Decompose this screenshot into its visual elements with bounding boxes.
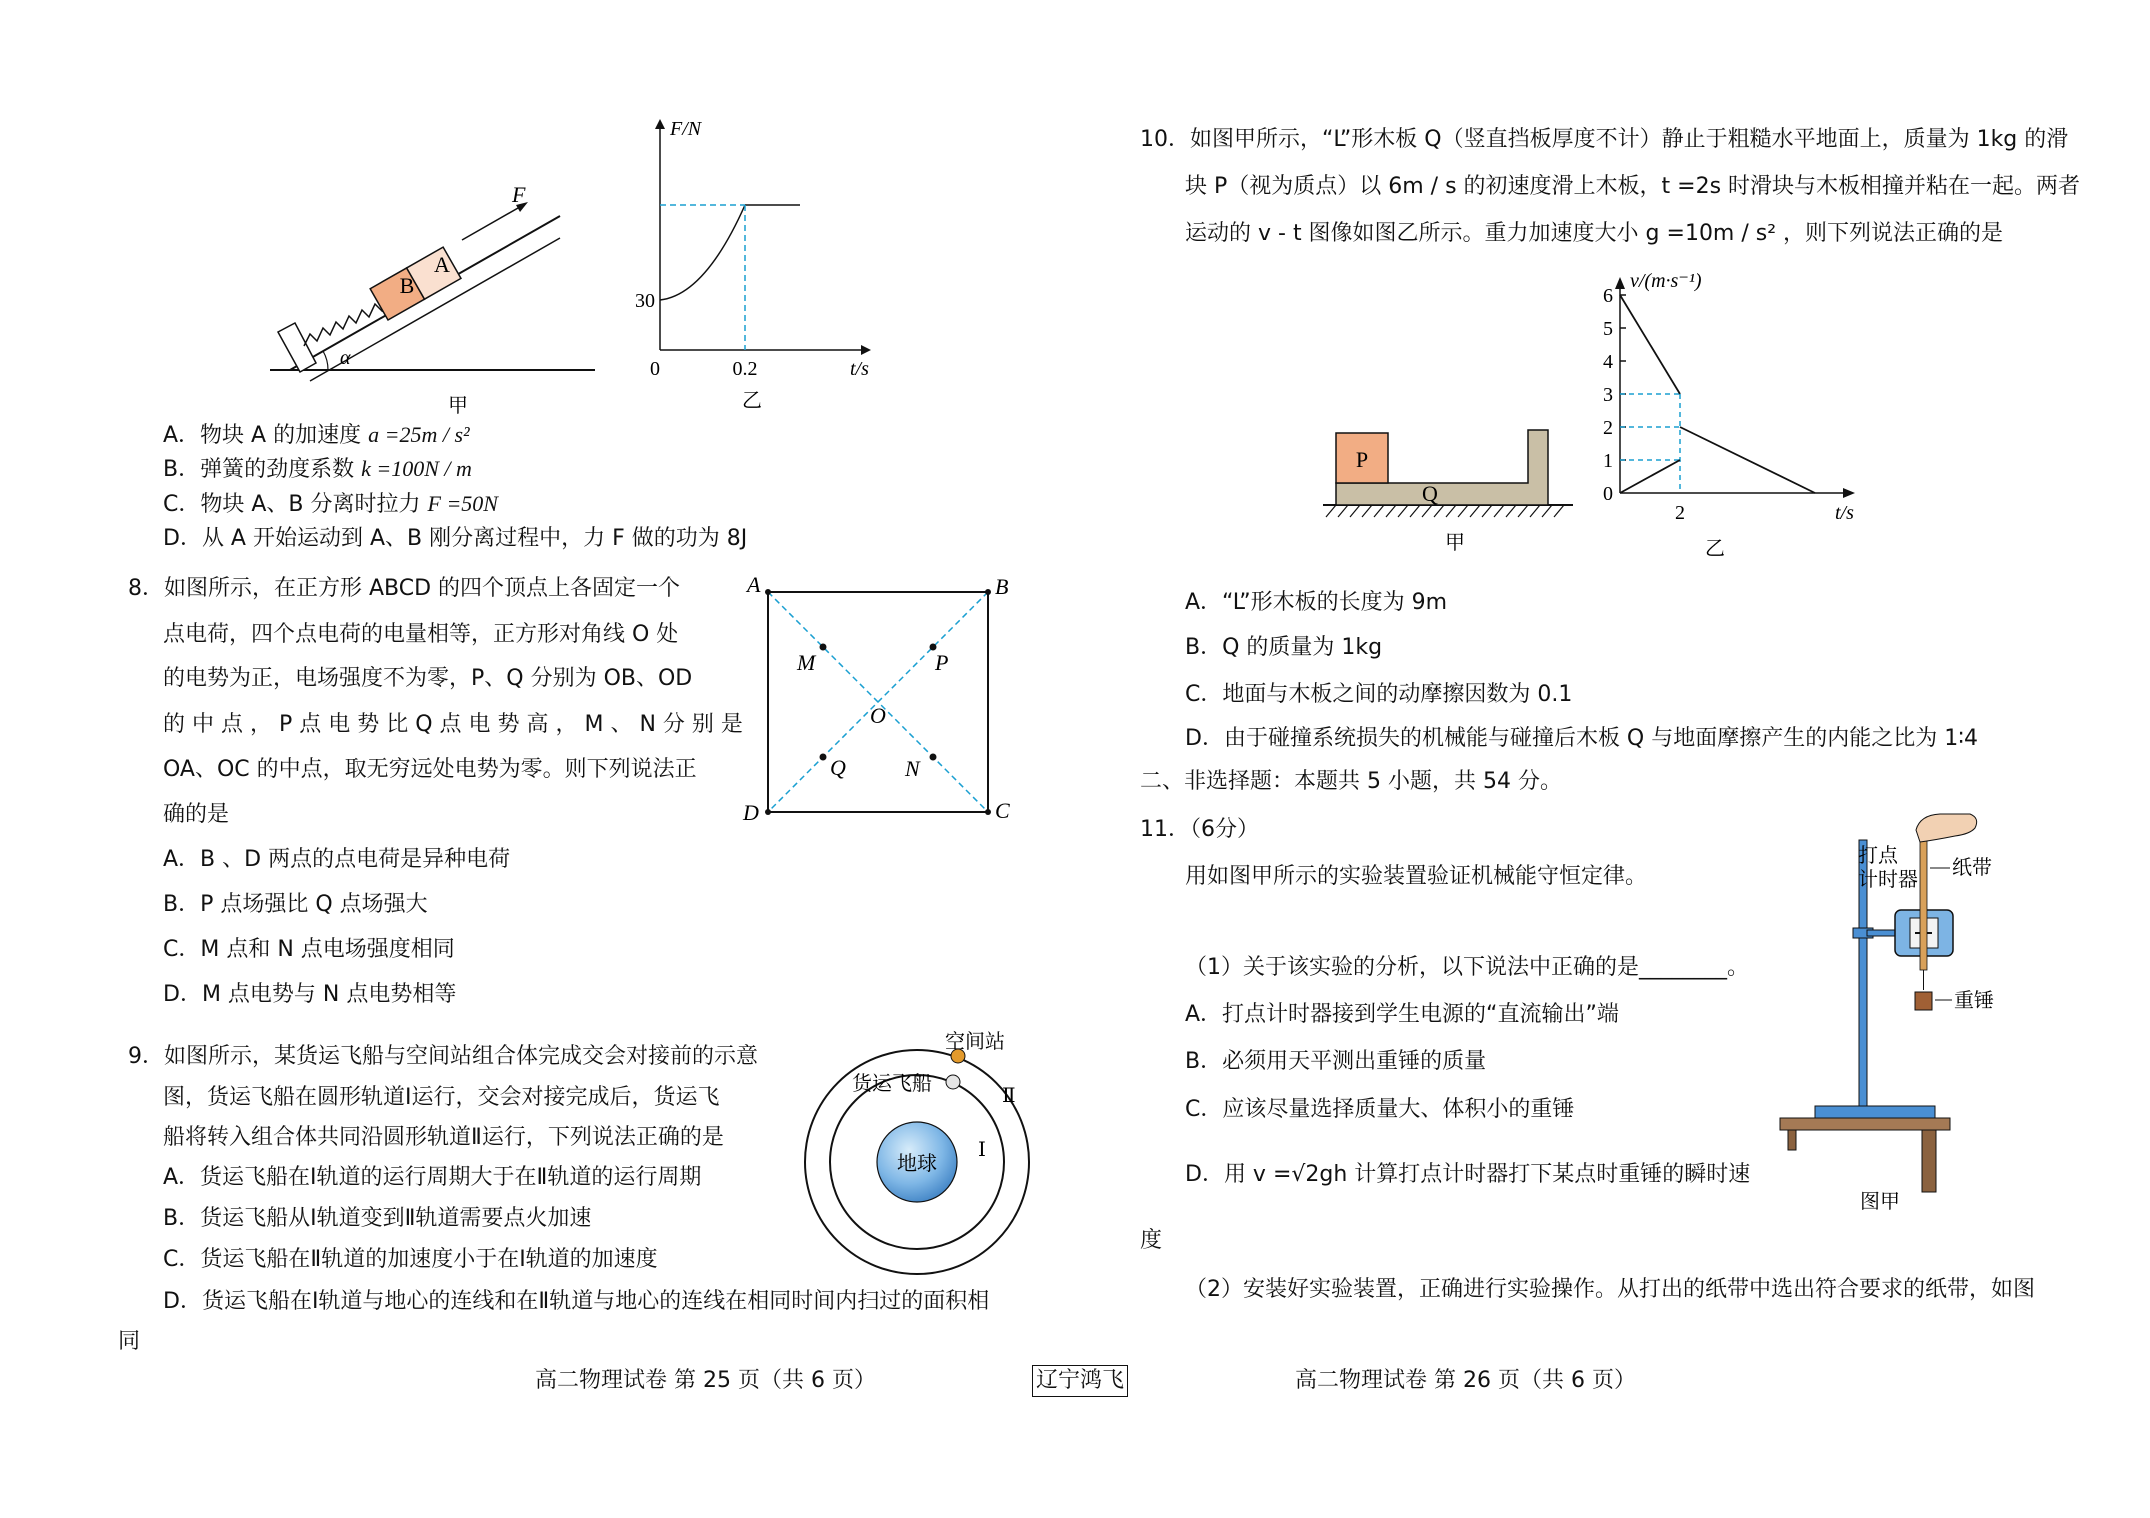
q10-option-a: A．“L”形木板的长度为 9m	[1185, 590, 1448, 615]
timer-label-2: 计时器	[1858, 867, 1918, 891]
q9-line-2: 图，货运飞船在圆形轨道Ⅰ运行，交会对接完成后，货运飞	[163, 1085, 720, 1110]
force-label: F	[512, 182, 526, 207]
q11-option-c: C．应该尽量选择质量大、体积小的重锤	[1185, 1097, 1575, 1122]
q11-option-a: A．打点计时器接到学生电源的“直流输出”端	[1185, 1002, 1619, 1027]
q7-option-c: C．物块 A、B 分离时拉力 F =50N	[163, 491, 498, 517]
y-axis-label: F/N	[670, 118, 702, 140]
q9-option-c: C．货运飞船在Ⅱ轨道的加速度小于在Ⅰ轨道的加速度	[163, 1247, 658, 1272]
caption-yi: 乙	[742, 388, 762, 412]
q7-option-a: A．物块 A 的加速度 a =25m / s²	[163, 422, 470, 448]
caption-yi-10: 乙	[1705, 536, 1725, 560]
q11-intro: 用如图甲所示的实验装置验证机械能守恒定律。	[1185, 864, 1648, 889]
q8-option-c: C．M 点和 N 点电场强度相同	[163, 937, 455, 962]
hand-icon	[1916, 814, 1977, 842]
q10-figure-yi	[1605, 265, 1885, 565]
q9-orbit-figure	[780, 1030, 1050, 1275]
q8-line-6: 确的是	[163, 802, 230, 827]
q11-option-b: B．必须用天平测出重锤的质量	[1185, 1049, 1487, 1074]
orbit-ii-label: Ⅱ	[1002, 1085, 1016, 1107]
q9-option-b: B．货运飞船从Ⅰ轨道变到Ⅱ轨道需要点火加速	[163, 1206, 592, 1231]
q10-option-c: C．地面与木板之间的动摩擦因数为 0.1	[1185, 682, 1573, 707]
q9-option-a: A．货运飞船在Ⅰ轨道的运行周期大于在Ⅱ轨道的运行周期	[163, 1165, 702, 1190]
y-tick-30: 30	[635, 290, 655, 312]
q8-line-2: 点电荷，四个点电荷的电量相等，正方形对角线 O 处	[163, 622, 679, 647]
q10-figure-jia	[1318, 425, 1578, 560]
point-p: P	[935, 650, 949, 675]
center-o: O	[870, 703, 886, 728]
q7-option-b: B．弹簧的劲度系数 k =100N / m	[163, 456, 472, 482]
block-p-label: P	[1355, 447, 1369, 472]
timer-label-1: 打点	[1858, 843, 1898, 867]
y-tick-5: 5	[1603, 318, 1613, 340]
y-tick-0: 0	[1603, 483, 1613, 505]
v-axis-label: v/(m·s⁻¹)	[1630, 270, 1702, 292]
q11-head: 11．（6分）	[1140, 817, 1259, 842]
point-q: Q	[830, 755, 846, 780]
q11-option-d: D．用 v =√2gh 计算打点计时器打下某点时重锤的瞬时速	[1185, 1162, 1751, 1187]
point-n: N	[905, 756, 920, 781]
vertex-d: D	[743, 800, 759, 825]
weight-icon	[1915, 992, 1932, 1010]
x-tick-0-2: 0.2	[732, 358, 758, 380]
earth-label: 地球	[897, 1151, 937, 1175]
cargo-ship-label: 货运飞船	[852, 1071, 932, 1095]
y-tick-4: 4	[1603, 351, 1613, 373]
section-2-heading: 二、非选择题：本题共 5 小题，共 54 分。	[1140, 769, 1562, 794]
x-tick-2: 2	[1675, 502, 1685, 524]
q8-option-d: D．M 点电势与 N 点电势相等	[163, 982, 457, 1007]
footer-left: 高二物理试卷 第 25 页（共 6 页）	[535, 1368, 876, 1393]
tape-label: 纸带	[1952, 855, 1992, 879]
q8-option-b: B．P 点场强比 Q 点场强大	[163, 892, 428, 917]
orbit-i-label: Ⅰ	[978, 1139, 986, 1161]
q10-option-b: B．Q 的质量为 1kg	[1185, 635, 1383, 660]
q11-apparatus-figure	[1770, 800, 2040, 1220]
q9-line-1: 9．如图所示，某货运飞船与空间站组合体完成交会对接前的示意	[128, 1044, 758, 1069]
q11-sub1: （1）关于该实验的分析，以下说法中正确的是________。	[1185, 955, 1749, 980]
vertex-a: A	[747, 572, 761, 597]
vertex-c: C	[995, 798, 1010, 823]
q9-line-3: 船将转入组合体共同沿圆形轨道Ⅱ运行，下列说法正确的是	[163, 1125, 724, 1150]
point-m: M	[797, 650, 816, 675]
board-q-label: Q	[1422, 481, 1438, 506]
angle-label: α	[340, 347, 351, 369]
q8-square-figure	[735, 570, 1020, 835]
q7-option-d: D．从 A 开始运动到 A、B 刚分离过程中，力 F 做的功为 8J	[163, 526, 748, 551]
q11-sub2: （2）安装好实验装置，正确进行实验操作。从打出的纸带中选出符合要求的纸带，如图	[1185, 1277, 2035, 1302]
q10-line-3: 运动的 v - t 图像如图乙所示。重力加速度大小 g =10m / s² ，则下列说法正确的是	[1185, 221, 2004, 246]
weight-label: 重锤	[1954, 988, 1994, 1012]
block-a-label: A	[434, 252, 450, 277]
vertex-b: B	[995, 574, 1009, 599]
q7-figure-jia	[270, 180, 610, 420]
t-axis-label: t/s	[1835, 502, 1854, 524]
y-tick-3: 3	[1603, 384, 1613, 406]
q10-line-1: 10．如图甲所示，“L”形木板 Q（竖直挡板厚度不计）静止于粗糙水平地面上，质量为 1kg 的滑	[1140, 127, 2069, 152]
y-tick-6: 6	[1603, 285, 1613, 307]
x-axis-label: t/s	[850, 358, 869, 380]
origin-label: 0	[650, 358, 660, 380]
caption-figure-jia: 图甲	[1860, 1189, 1900, 1213]
y-tick-1: 1	[1603, 450, 1613, 472]
caption-jia: 甲	[448, 393, 468, 417]
q8-option-a: A．B 、D 两点的点电荷是异种电荷	[163, 847, 511, 872]
q9-option-d-wrap: 同	[118, 1329, 141, 1354]
caption-jia-10: 甲	[1445, 530, 1465, 554]
q8-line-3: 的电势为正，电场强度不为零，P、Q 分别为 OB、OD	[163, 666, 693, 691]
q10-option-d: D．由于碰撞系统损失的机械能与碰撞后木板 Q 与地面摩擦产生的内能之比为 1∶4	[1185, 726, 1978, 751]
q8-line-1: 8．如图所示，在正方形 ABCD 的四个顶点上各固定一个	[128, 576, 681, 601]
q8-line-5: OA、OC 的中点，取无穷远处电势为零。则下列说法正	[163, 757, 697, 782]
q8-line-4: 的 中 点 ， P 点 电 势 比 Q 点 电 势 高 ， M 、 N 分 别 是	[163, 712, 743, 737]
block-b-label: B	[399, 273, 415, 298]
q11-option-d-wrap: 度	[1140, 1228, 1163, 1253]
cargo-ship-icon	[946, 1075, 960, 1089]
q7-figure-yi	[625, 115, 885, 415]
y-tick-2: 2	[1603, 417, 1613, 439]
q9-option-d: D．货运飞船在Ⅰ轨道与地心的连线和在Ⅱ轨道与地心的连线在相同时间内扫过的面积相	[163, 1289, 990, 1314]
footer-right: 高二物理试卷 第 26 页（共 6 页）	[1295, 1368, 1636, 1393]
space-station-label: 空间站	[945, 1029, 1005, 1053]
footer-center: 辽宁鸿飞	[1032, 1365, 1128, 1397]
q10-line-2: 块 P（视为质点）以 6m / s 的初速度滑上木板，t =2s 时滑块与木板相撞并粘在一起。两者	[1185, 174, 2081, 199]
